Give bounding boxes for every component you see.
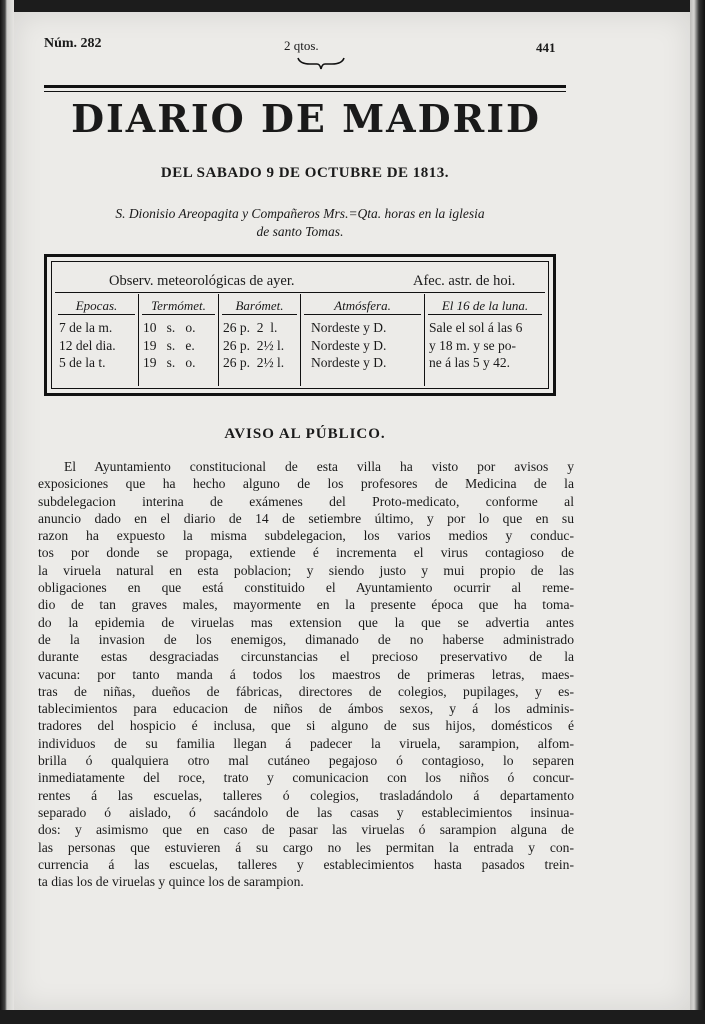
table-cell: Nordeste y D. (311, 337, 387, 353)
text-line: rentes á las escuelas, talleres ó colegios, trasladándolo á departamento (38, 787, 574, 803)
text-line: do la epidemia de viruelas mas extension que la que se advertia antes (38, 614, 574, 630)
table-cell: 12 del dia. (59, 337, 116, 353)
column-header: Termómet. (142, 294, 215, 315)
column-header: El 16 de la luna. (428, 294, 542, 315)
text-line: separado ó aislado, ó sacándolo de las casas y establecimientos insinua- (38, 804, 574, 820)
thick-rule (44, 85, 566, 88)
text-line: las personas que estuvieren á su cargo no les permitan la entrada y con- (38, 839, 574, 855)
text-line: vacuna: por tanto manda á todos los maestros de primeras letras, maes- (38, 666, 574, 682)
notice-body (38, 458, 574, 890)
text-line: currencia á las escuelas, talleres y establecimientos hasta pasados trein- (38, 856, 574, 872)
table-cell: Sale el sol á las 6 (429, 320, 523, 335)
text-line: durante estas desgraciadas circunstancias el precioso preservativo de la (38, 649, 574, 665)
text-line: individuos de su familia llegan á padecer la viruela, sarampion, alfom- (38, 735, 574, 751)
astronomy-column (425, 294, 545, 386)
epochs-column (55, 294, 139, 386)
text-line: inmediatamente del roce, trato y comunicacion con los niños ó concur- (38, 770, 574, 786)
text-line: dio de tan graves males, mayormente en la presente época que ha toma- (38, 597, 574, 613)
text-line: brilla ó qualquiera otro mal cutáneo pegajoso ó contagioso, lo separen (38, 753, 574, 769)
table-cell: 7 de la m. (59, 320, 113, 335)
page-number: 441 (536, 40, 556, 55)
text-line: anuncio dado en el diario de 14 de setiembre último, y por lo que en su (38, 510, 574, 526)
table-cell: 26 p. 2 l. (223, 320, 278, 335)
price: 2 qtos. (284, 38, 319, 53)
column-header: Atmósfera. (304, 294, 421, 315)
scan-border-left (0, 0, 14, 1024)
table-cell: 19 s. o. (143, 355, 196, 370)
dateline: DEL SABADO 9 DE OCTUBRE DE 1813. (160, 165, 450, 181)
scan-border-right (690, 0, 705, 1024)
text-line: obligaciones en que está constituido el Ayuntamiento ocurrir al reme- (38, 580, 574, 596)
text-line: tradores del hospicio é inclusa, que si alguno de sus hijos, domésticos é (38, 718, 574, 734)
saint-line-1: S. Dionisio Areopagita y Compañeros Mrs.=Qta. horas en la iglesia (115, 206, 485, 221)
table-cell: 10 s. o. (143, 320, 196, 335)
text-line: de la invasion de los enemigos, dimanado de no haberse administrado (38, 631, 574, 647)
saint-line-2: de santo Tomas. (256, 224, 344, 239)
table-cell: Nordeste y D. (311, 355, 387, 370)
text-line: exposiciones que ha hecho alguno de los profesores de Medicina de la (38, 476, 574, 492)
table-cell: ne á las 5 y 42. (429, 355, 510, 370)
text-line: razon ha expuesto la misma subdelegacion, los varios medios y conduc- (38, 528, 574, 544)
text-line: tos por donde se propaga, extiende é incrementa el virus contagioso de (38, 545, 574, 561)
text-line: ta dias los de viruelas y quince los de sarampion. (38, 874, 304, 890)
table-cell: 26 p. 2½ l. (223, 355, 285, 370)
table-cell: y 18 m. y se po- (429, 337, 516, 353)
saint-of-day (60, 205, 540, 241)
thermometer-column (139, 294, 219, 386)
table-cell: 26 p. 2½ l. (223, 337, 285, 353)
table-cell: 5 de la t. (59, 355, 106, 370)
table-cell: 19 s. e. (143, 337, 195, 353)
column-header: Epocas. (58, 294, 135, 315)
weather-heading: Observ. meteorológicas de ayer. (109, 273, 295, 289)
astro-heading: Afec. astr. de hoi. (413, 273, 516, 289)
brace-ornament (296, 56, 346, 70)
text-line: dos: y asimismo que en caso de pasar las viruelas ó sarampion alguna de (38, 822, 574, 838)
thin-rule (44, 91, 566, 92)
notice-title: AVISO AL PÚBLICO. (224, 426, 386, 442)
masthead-title: DIARIO DE MADRID (71, 96, 541, 141)
column-header: Barómet. (222, 294, 297, 315)
weather-columns (55, 294, 545, 386)
scan-border-top (0, 0, 705, 12)
text-line: la viruela natural en esta poblacion; y siendo justo y mui propio de las (38, 562, 574, 578)
barometer-column (219, 294, 301, 386)
heading-divider (55, 292, 545, 293)
table-cell: Nordeste y D. (311, 320, 387, 335)
text-line: tras de niñas, dueños de fábricas, directores de colegios, pupilages, y es- (38, 683, 574, 699)
scan-border-bottom (0, 1010, 705, 1024)
atmosphere-column (301, 294, 425, 386)
text-line: El Ayuntamiento constitucional de esta villa ha visto por avisos y (64, 459, 574, 474)
text-line: subdelegacion interina de exámenes del Proto-medicato, conforme al (38, 493, 574, 509)
text-line: tablecimientos para educacion de niños de ámbos sexos, y á los adminis- (38, 701, 574, 717)
issue-number: Núm. 282 (44, 36, 102, 51)
weather-table (44, 254, 556, 396)
